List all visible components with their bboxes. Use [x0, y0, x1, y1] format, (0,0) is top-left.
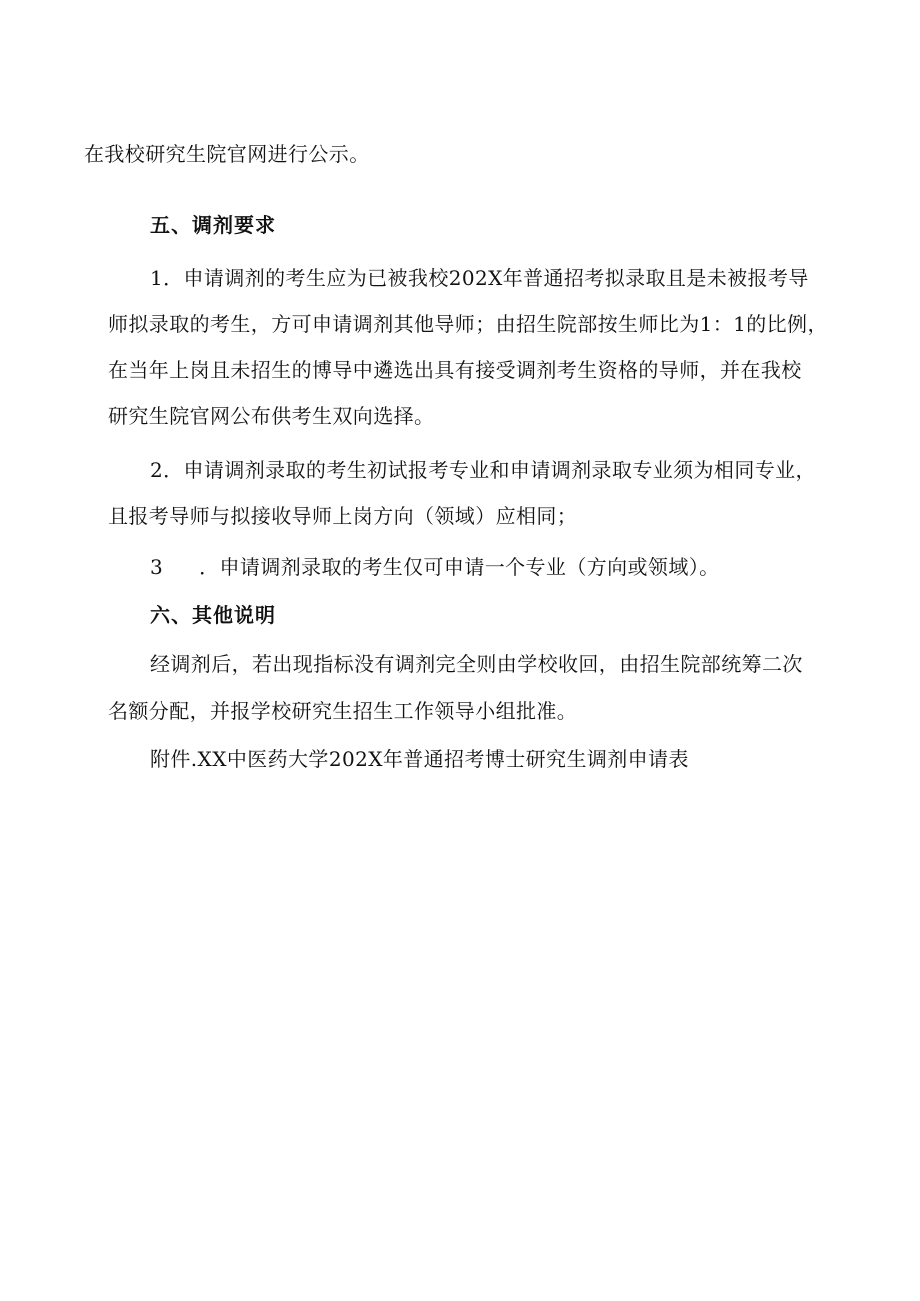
continuation-line: 在我校研究生院官网进行公示。: [84, 142, 370, 166]
item-1-line-1: 1．申请调剂的考生应为已被我校202X年普通招考拟录取且是未被报考导: [150, 266, 809, 290]
other-notes-line-2: 名额分配，并报学校研究生招生工作领导小组批准。: [108, 699, 578, 723]
attachment-line: 附件.XX中医药大学202X年普通招考博士研究生调剂申请表: [150, 747, 689, 771]
section-heading-other-notes: 六、其他说明: [150, 603, 276, 627]
item-3-line: [150, 553, 720, 581]
other-notes-line-1: 经调剂后，若出现指标没有调剂完全则由学校收回，由招生院部统筹二次: [150, 652, 803, 676]
item-1-line-2: 师拟录取的考生，方可申请调剂其他导师；由招生院部按生师比为1：1的比例，: [108, 312, 828, 336]
item-1-line-3: 在当年上岗且未招生的博导中遴选出具有接受调剂考生资格的导师，并在我校: [108, 358, 802, 382]
item-3-number: 3: [150, 555, 164, 579]
item-2-line-1: 2．申请调剂录取的考生初试报考专业和申请调剂录取专业须为相同专业，: [150, 458, 816, 482]
item-3-text: ．申请调剂录取的考生仅可申请一个专业（方向或领域）。: [199, 555, 720, 579]
item-1-line-4: 研究生院官网公布供考生双向选择。: [108, 404, 435, 428]
section-heading-adjustment-requirements: 五、调剂要求: [150, 213, 276, 237]
item-2-line-2: 且报考导师与拟接收导师上岗方向（领域）应相同；: [108, 504, 578, 528]
